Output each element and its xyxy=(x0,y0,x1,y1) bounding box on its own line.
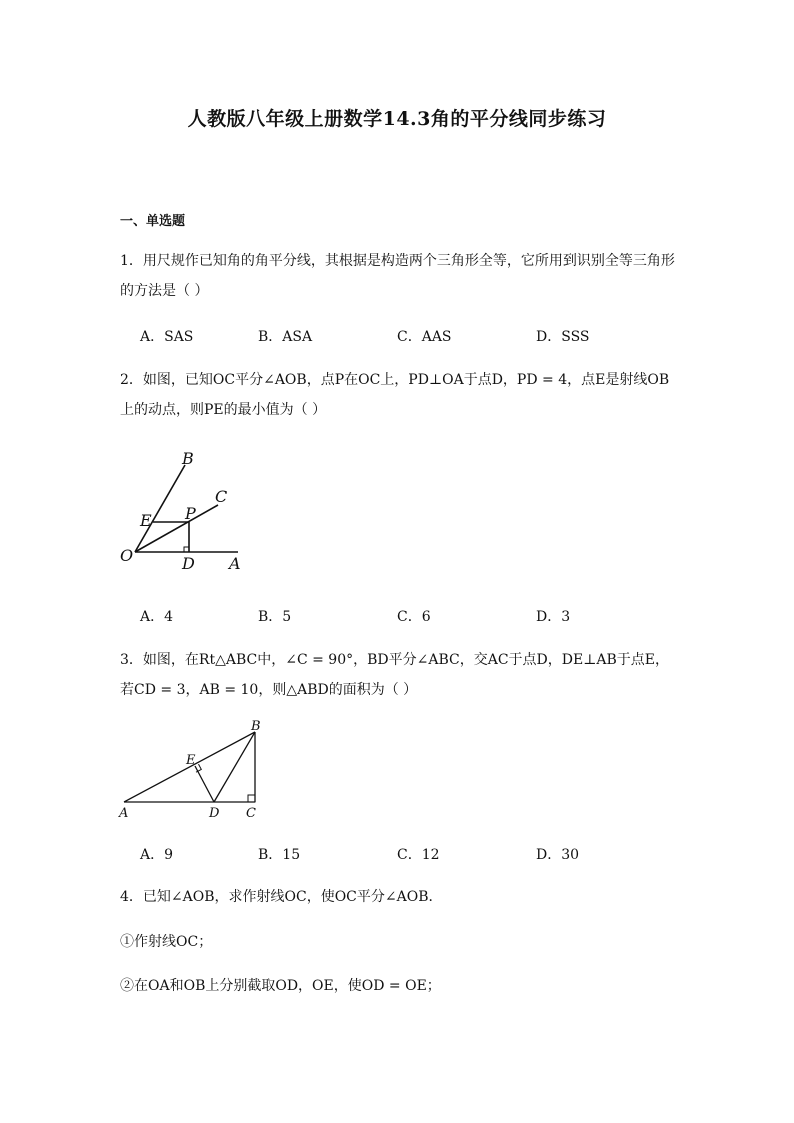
question-1-option-d: D．SSS xyxy=(536,329,590,345)
question-2-text-line-2: 上的动点，则PE的最小值为（ ） xyxy=(120,402,327,418)
page-title: 人教版八年级上册数学14.3角的平分线同步练习 xyxy=(187,108,607,130)
label-d: D xyxy=(182,554,195,573)
label-p: P xyxy=(185,504,196,523)
right-angle-mark-c xyxy=(248,795,255,802)
question-2-option-b: B．5 xyxy=(258,609,292,625)
label-b: B xyxy=(251,719,261,734)
question-2-text-line-1: 2．如图，已知OC平分∠AOB，点P在OC上，PD⊥OA于点D，PD = 4，点E是射线OB xyxy=(120,372,670,388)
section-heading: 一、单选题 xyxy=(120,214,186,229)
question-1-text-line-1: 1．用尺规作已知角的角平分线，其根据是构造两个三角形全等，它所用到识别全等三角形 xyxy=(120,253,675,269)
label-c: C xyxy=(215,487,228,506)
question-3-option-a: A．9 xyxy=(140,847,174,863)
question-4-step-1: ①作射线OC； xyxy=(120,934,213,950)
question-3-option-c: C．12 xyxy=(397,847,440,863)
question-1-option-b: B．ASA xyxy=(258,329,313,345)
label-a: A xyxy=(229,554,241,573)
label-c: C xyxy=(246,806,256,821)
question-1-option-a: A．SAS xyxy=(140,329,194,345)
label-b: B xyxy=(182,449,194,468)
question-3-text-line-1: 3．如图，在Rt△ABC中，∠C = 90°，BD平分∠ABC，交AC于点D，DE⊥AB于点E， xyxy=(120,652,669,668)
question-1-text-line-2: 的方法是（ ） xyxy=(120,283,209,299)
question-1-option-c: C．AAS xyxy=(397,329,452,345)
question-3-option-b: B．15 xyxy=(258,847,301,863)
question-4-step-2: ②在OA和OB上分别截取OD，OE，使OD = OE； xyxy=(120,978,441,994)
label-o: O xyxy=(120,546,134,565)
question-2-option-d: D．3 xyxy=(536,609,571,625)
label-d: D xyxy=(209,806,220,821)
question-4-text-line-1: 4．已知∠AOB，求作射线OC，使OC平分∠AOB． xyxy=(120,889,443,905)
label-e: E xyxy=(140,511,152,530)
question-3-option-d: D．30 xyxy=(536,847,580,863)
question-2-option-c: C．6 xyxy=(397,609,431,625)
question-3-text-line-2: 若CD = 3，AB = 10，则△ABD的面积为（ ） xyxy=(120,682,418,698)
label-a: A xyxy=(119,806,129,821)
question-2-option-a: A．4 xyxy=(140,609,174,625)
label-e: E xyxy=(186,753,196,768)
